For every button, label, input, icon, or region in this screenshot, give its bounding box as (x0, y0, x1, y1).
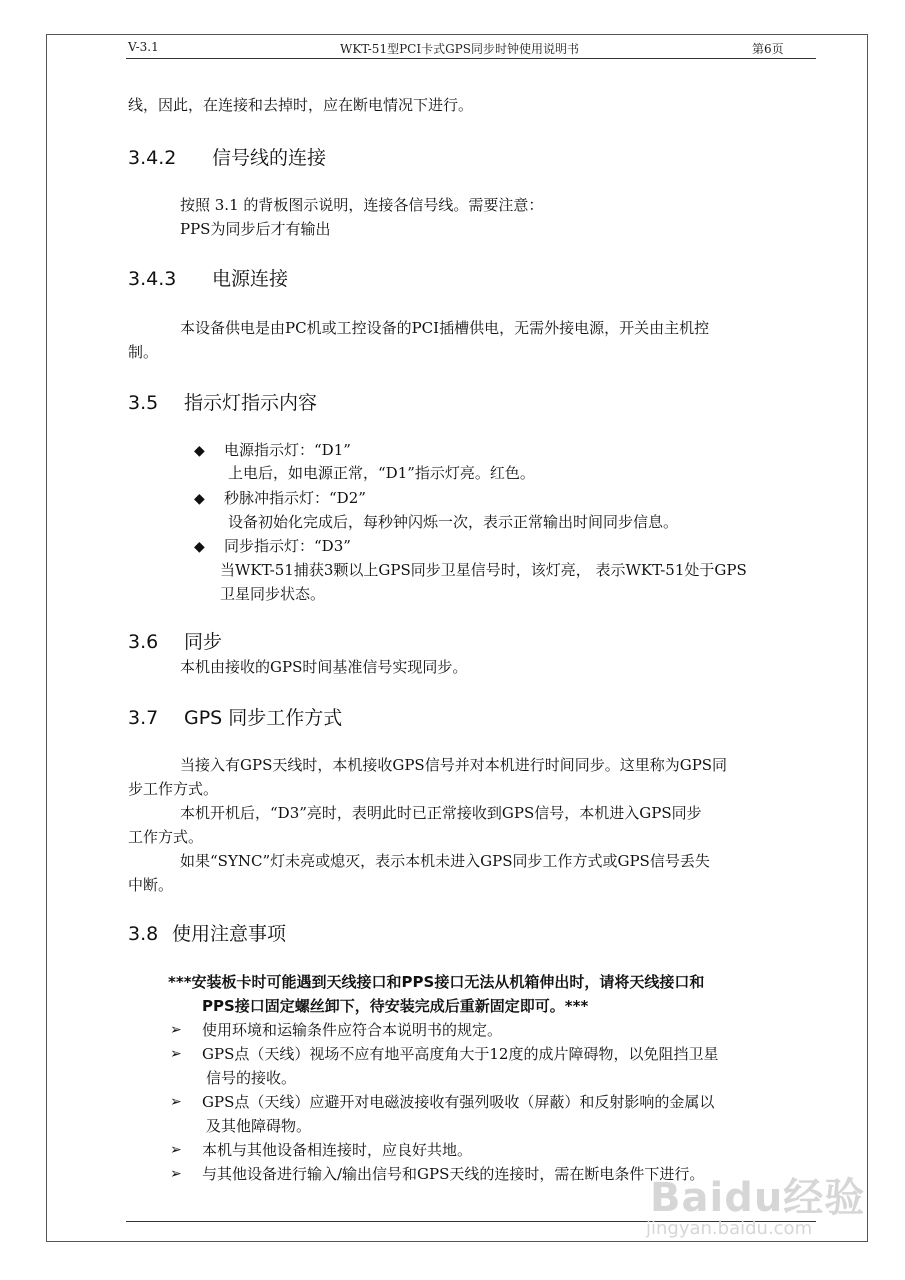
indicator-d3-description-line-1: 当WKT-51捕获3颗以上GPS同步卫星信号时，该灯亮， 表示WKT-51处于GPS (220, 561, 747, 579)
section-3-7-p2-line-2: 工作方式。 (128, 828, 204, 846)
section-title: 电源连接 (212, 268, 289, 290)
section-3-7-p1-line-1: 当接入有GPS天线时，本机接收GPS信号并对本机进行时间同步。这里称为GPS同 (180, 756, 728, 774)
indicator-d3-description-line-2: 卫星同步状态。 (220, 585, 326, 603)
section-3-4-3-line-2: 制。 (128, 343, 159, 361)
indicator-d1-description: 上电后，如电源正常，“D1”指示灯亮。红色。 (228, 464, 535, 482)
section-number: 3.7 (128, 707, 159, 729)
header-version: V-3.1 (128, 40, 159, 54)
install-warning-line-2: PPS接口固定螺丝卸下，待安装完成后重新固定即可。*** (202, 997, 589, 1015)
notice-item-2-line-2: 信号的接收。 (206, 1069, 297, 1087)
watermark-url: jingyan.baidu.com (646, 1218, 813, 1239)
indicator-d2-label: 秒脉冲指示灯：“D2” (224, 489, 366, 507)
header-rule (126, 58, 816, 59)
section-number: 3.6 (128, 631, 159, 653)
section-3-8-heading (128, 922, 286, 946)
indicator-d2-description: 设备初始化完成后，每秒钟闪烁一次，表示正常输出时间同步信息。 (228, 513, 679, 531)
section-title: 指示灯指示内容 (184, 392, 318, 414)
arrow-bullet-icon: ➢ (170, 1142, 182, 1158)
section-number: 3.4.3 (128, 268, 177, 290)
section-3-7-p2-line-1: 本机开机后，“D3”亮时，表明此时已正常接收到GPS信号，本机进入GPS同步 (180, 804, 702, 822)
section-title: 使用注意事项 (172, 923, 287, 945)
diamond-bullet-icon: ◆ (194, 491, 205, 507)
section-3-7-heading (128, 706, 342, 730)
section-3-4-2-heading (128, 146, 326, 170)
notice-item-5: 与其他设备进行输入/输出信号和GPS天线的连接时，需在断电条件下进行。 (202, 1165, 705, 1183)
section-title: 信号线的连接 (212, 147, 327, 169)
notice-item-4: 本机与其他设备相连接时，应良好共地。 (202, 1141, 473, 1159)
notice-item-3-line-1: GPS点（天线）应避开对电磁波接收有强列吸收（屏蔽）和反射影响的金属以 (202, 1093, 715, 1111)
header-page-number: 第6页 (752, 42, 784, 56)
section-3-7-p1-line-2: 步工作方式。 (128, 780, 219, 798)
arrow-bullet-icon: ➢ (170, 1046, 182, 1062)
notice-item-2-line-1: GPS点（天线）视场不应有地平高度角大于12度的成片障碍物，以免阻挡卫星 (202, 1045, 719, 1063)
indicator-d3-label: 同步指示灯：“D3” (224, 537, 351, 555)
header-title: WKT-51型PCI卡式GPS同步时钟使用说明书 (340, 42, 579, 56)
section-3-4-3-heading (128, 267, 288, 291)
arrow-bullet-icon: ➢ (170, 1022, 182, 1038)
section-3-7-p3-line-1: 如果“SYNC”灯未亮或熄灭，表示本机未进入GPS同步工作方式或GPS信号丢失 (180, 852, 710, 870)
notice-item-3-line-2: 及其他障碍物。 (206, 1117, 312, 1135)
baidu-watermark (632, 1166, 872, 1246)
section-3-4-2-note: PPS为同步后才有输出 (180, 220, 331, 238)
diamond-bullet-icon: ◆ (194, 443, 205, 459)
continued-text: 线，因此，在连接和去掉时，应在断电情况下进行。 (128, 96, 474, 114)
section-number: 3.8 (128, 923, 159, 945)
section-number: 3.4.2 (128, 147, 177, 169)
install-warning-line-1: ***安装板卡时可能遇到天线接口和PPS接口无法从机箱伸出时，请将天线接口和 (168, 973, 705, 991)
section-3-6-paragraph: 本机由接收的GPS时间基准信号实现同步。 (180, 658, 468, 676)
section-3-6-heading (128, 630, 222, 654)
section-3-4-3-line-1: 本设备供电是由PC机或工控设备的PCI插槽供电，无需外接电源，开关由主机控 (180, 319, 710, 337)
section-title: GPS 同步工作方式 (184, 707, 343, 729)
indicator-d1-label: 电源指示灯：“D1” (224, 441, 351, 459)
section-3-7-p3-line-2: 中断。 (128, 876, 174, 894)
section-3-5-heading (128, 391, 317, 415)
section-title: 同步 (184, 631, 223, 653)
section-3-4-2-paragraph: 按照 3.1 的背板图示说明，连接各信号线。需要注意： (180, 196, 544, 214)
section-number: 3.5 (128, 392, 159, 414)
notice-item-1: 使用环境和运输条件应符合本说明书的规定。 (202, 1021, 503, 1039)
watermark-logo-text: Baidu经验 (650, 1175, 866, 1221)
diamond-bullet-icon: ◆ (194, 539, 205, 555)
arrow-bullet-icon: ➢ (170, 1166, 182, 1182)
arrow-bullet-icon: ➢ (170, 1094, 182, 1110)
